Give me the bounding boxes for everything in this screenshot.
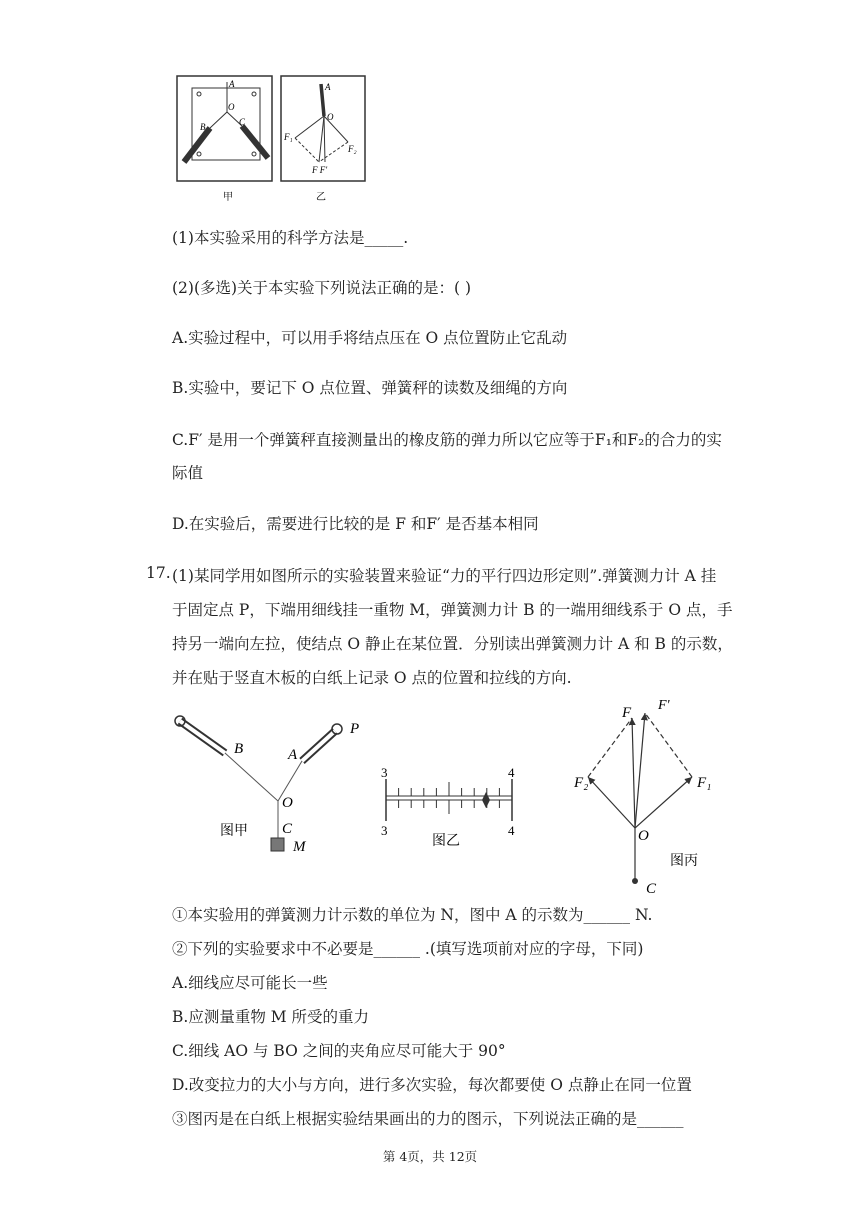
fig1-label-B: B bbox=[200, 122, 206, 132]
fig2-label-Fprime: F' bbox=[658, 698, 670, 713]
fig1-label-F1: F₁ bbox=[284, 132, 293, 142]
fig1-label-O: O bbox=[228, 102, 235, 112]
q17-line1: (1)某同学用如图所示的实验装置来验证“力的平行四边形定则”.弹簧测力计 A 挂 bbox=[172, 567, 717, 585]
fig2-label-A: A bbox=[288, 747, 298, 763]
page-footer: 第 4页，共 12页 bbox=[382, 1149, 478, 1164]
q17-line4: 并在贴于竖直木板的白纸上记录 O 点的位置和拉线的方向. bbox=[172, 669, 572, 687]
q17-option-a: A.细线应尽可能长一些 bbox=[172, 974, 328, 992]
spring-scale-b bbox=[175, 716, 225, 753]
fig2-label-B: B bbox=[234, 741, 244, 757]
fig1-label-A: A bbox=[229, 79, 235, 89]
q17-sub2: ②下列的实验要求中不必要是______ .(填写选项前对应的字母，下同) bbox=[172, 940, 644, 958]
fig1-label-FF: F F' bbox=[312, 165, 328, 175]
fig2-label-F2: F₂ bbox=[574, 775, 589, 791]
ruler-label-3-top: 3 bbox=[381, 765, 388, 780]
fig2-label-O: O bbox=[282, 795, 293, 811]
ruler-label-4-top: 4 bbox=[508, 765, 515, 780]
q17-sub1: ①本实验用的弹簧测力计示数的单位为 N，图中 A 的示数为______ N. bbox=[172, 906, 653, 924]
fig1-label-C: C bbox=[239, 117, 246, 127]
fig1-yi-label-O: O bbox=[327, 112, 334, 122]
spring-scale-a bbox=[302, 724, 342, 761]
q17-line3: 持另一端向左拉，使结点 O 静止在某位置．分别读出弹簧测力计 A 和 B 的示数， bbox=[172, 635, 733, 653]
fig1-caption-yi: 乙 bbox=[316, 192, 326, 203]
q16-option-c-line1: C.F′ 是用一个弹簧秤直接测量出的橡皮筋的弹力所以它应等于F₁和F₂的合力的实 bbox=[172, 431, 722, 449]
question-number: 17. bbox=[146, 564, 171, 582]
weight-m bbox=[271, 838, 284, 851]
fig1-caption-jia: 甲 bbox=[223, 192, 233, 203]
q16-option-b: B.实验中，要记下 O 点位置、弹簧秤的读数及细绳的方向 bbox=[172, 379, 568, 397]
scale-ruler bbox=[386, 779, 512, 821]
fig2-label-P: P bbox=[350, 721, 360, 737]
fig2-label-C: C bbox=[282, 821, 293, 837]
q16-option-a: A.实验过程中，可以用手将结点压在 O 点位置防止它乱动 bbox=[172, 329, 568, 347]
fig2-label-F: F bbox=[622, 705, 632, 721]
q16-part2: (2)(多选)关于本实验下列说法正确的是：( ) bbox=[172, 279, 472, 297]
q16-option-c-line2: 际值 bbox=[172, 464, 204, 482]
fig1-label-F2: F₂ bbox=[348, 144, 357, 154]
fig2-caption-jia: 图甲 bbox=[220, 824, 248, 839]
fig1-yi-label-A: A bbox=[325, 82, 331, 92]
fig2-label-F1: F₁ bbox=[697, 775, 712, 791]
fig2-label-C2: C bbox=[646, 881, 657, 897]
fig2-caption-yi: 图乙 bbox=[432, 834, 460, 849]
ruler-label-4-bottom: 4 bbox=[508, 823, 515, 838]
q17-line2: 于固定点 P，下端用细线挂一重物 M，弹簧测力计 B 的一端用细线系于 O 点，手 bbox=[172, 601, 733, 619]
q16-part1: (1)本实验采用的科学方法是_____. bbox=[172, 229, 409, 247]
fig2-label-O2: O bbox=[638, 828, 649, 844]
q17-sub3: ③图丙是在白纸上根据实验结果画出的力的图示，下列说法正确的是______ bbox=[172, 1110, 684, 1128]
figure-1 bbox=[170, 70, 550, 210]
fig2-caption-bing: 图丙 bbox=[670, 854, 698, 869]
q17-option-d: D.改变拉力的大小与方向，进行多次实验，每次都要使 O 点静止在同一位置 bbox=[172, 1076, 692, 1094]
fig2-label-M: M bbox=[293, 839, 306, 855]
ruler-label-3-bottom: 3 bbox=[381, 823, 388, 838]
q17-option-b: B.应测量重物 M 所受的重力 bbox=[172, 1008, 370, 1026]
q17-option-c: C.细线 AO 与 BO 之间的夹角应尽可能大于 90° bbox=[172, 1042, 506, 1060]
figure-2 bbox=[170, 693, 730, 898]
q16-option-d: D.在实验后，需要进行比较的是 F 和F′ 是否基本相同 bbox=[172, 515, 539, 533]
